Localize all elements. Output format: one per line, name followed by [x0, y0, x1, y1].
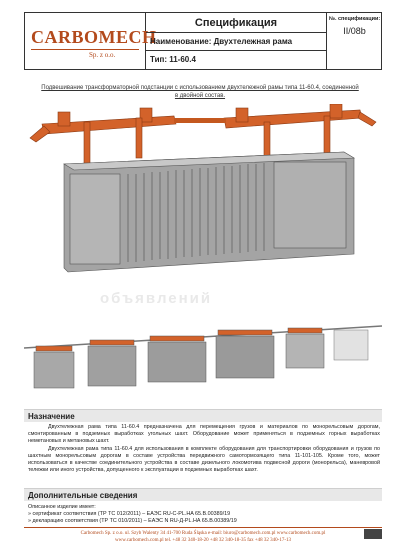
- train-unit-5: [286, 328, 324, 368]
- certificate-item: » сертификат соответствия (ТР ТС 012/2011) – ЕАЭС RU-C-PL.HA 65.B.00389/19: [28, 511, 231, 517]
- train-unit-3: [148, 336, 206, 382]
- purpose-heading: Назначение: [24, 409, 382, 422]
- purpose-paragraph-1: Двухтележная рама типа 11-60.4 предназначена для перемещения грузов и материалов по монорельсовым дорогам, смонтированным в подземных выработках угольных шахт. Оборудование может применяться в подземных горных выработках неметановых и метановых шахт.: [28, 424, 380, 444]
- footer-contacts: www.carbomech.com.pl tel. +48 32 340-18-20 +48 32 340-18-35 fax +48 32 340-17-13: [114, 538, 292, 543]
- train-unit-2: [88, 340, 136, 386]
- frame-coupler: [174, 118, 226, 123]
- orange-frame-right: [224, 104, 376, 162]
- frame-transformer-illustration: [24, 104, 382, 284]
- train-unit-4: [216, 330, 274, 378]
- spec-number-label: №. спецификации:: [328, 16, 381, 22]
- train-unit-1: [34, 346, 74, 388]
- product-type: Тип: 11-60.4: [150, 55, 196, 64]
- watermark-text: объявлений: [100, 290, 213, 307]
- page-footer: [24, 527, 382, 544]
- orange-frame-left: [30, 108, 176, 166]
- qr-code-icon: [364, 529, 382, 539]
- product-name: Наименование: Двухтележная рама: [146, 33, 326, 51]
- spec-number-value: II/08b: [343, 26, 366, 36]
- purpose-paragraph-2: Двухтележная рама типа 11-60.4 для использования в комплекте оборудования для транспортировки оборудования и грузов по шахтным монорельсовым дорогам в составе устройства передвижного самотормозящего типа 11-101-105. Кроме того, может использоваться в качестве соединительного устройства в составе дизельного локомотива подвесной дороги (монорельса), маневровой тележки или иного устройства, допущенного к эксплуатации в подземных выработках шахт.: [28, 446, 380, 473]
- document-title: Спецификация: [146, 13, 326, 33]
- certificates-list: [28, 504, 380, 525]
- logo-wordmark: CARBOMECH: [31, 27, 157, 47]
- company-logo: [25, 13, 157, 69]
- declaration-item: » декларацию соответствия (ТР ТС 010/2011) – ЕАЭС N RU-Д-PL.HA 65.B.00389/19: [28, 518, 237, 524]
- train-unit-6: [334, 330, 368, 360]
- certificates-intro: Описанное изделие имеет:: [28, 504, 96, 510]
- illustration-caption: Подвешивание трансформаторной подстанции с использованием двухтележной рамы типа 11-60.4, соединенной в двойной состав.: [41, 85, 359, 99]
- transformer-body: [64, 152, 354, 272]
- monorail-train-illustration: [24, 318, 382, 408]
- additional-info-heading: Дополнительные сведения: [24, 488, 382, 501]
- footer-address: Carbomech Sp. z o.o. ul. Szyb Walenty 34 41-700 Ruda Śląska e-mail: biuro@carbomech.com.pl www.carbomech.com.pl: [80, 531, 326, 536]
- spec-number-cell: [326, 13, 382, 69]
- logo-underline: [31, 49, 139, 50]
- spec-header: [24, 12, 382, 70]
- logo-subtitle: Sp. z o.o.: [89, 51, 116, 59]
